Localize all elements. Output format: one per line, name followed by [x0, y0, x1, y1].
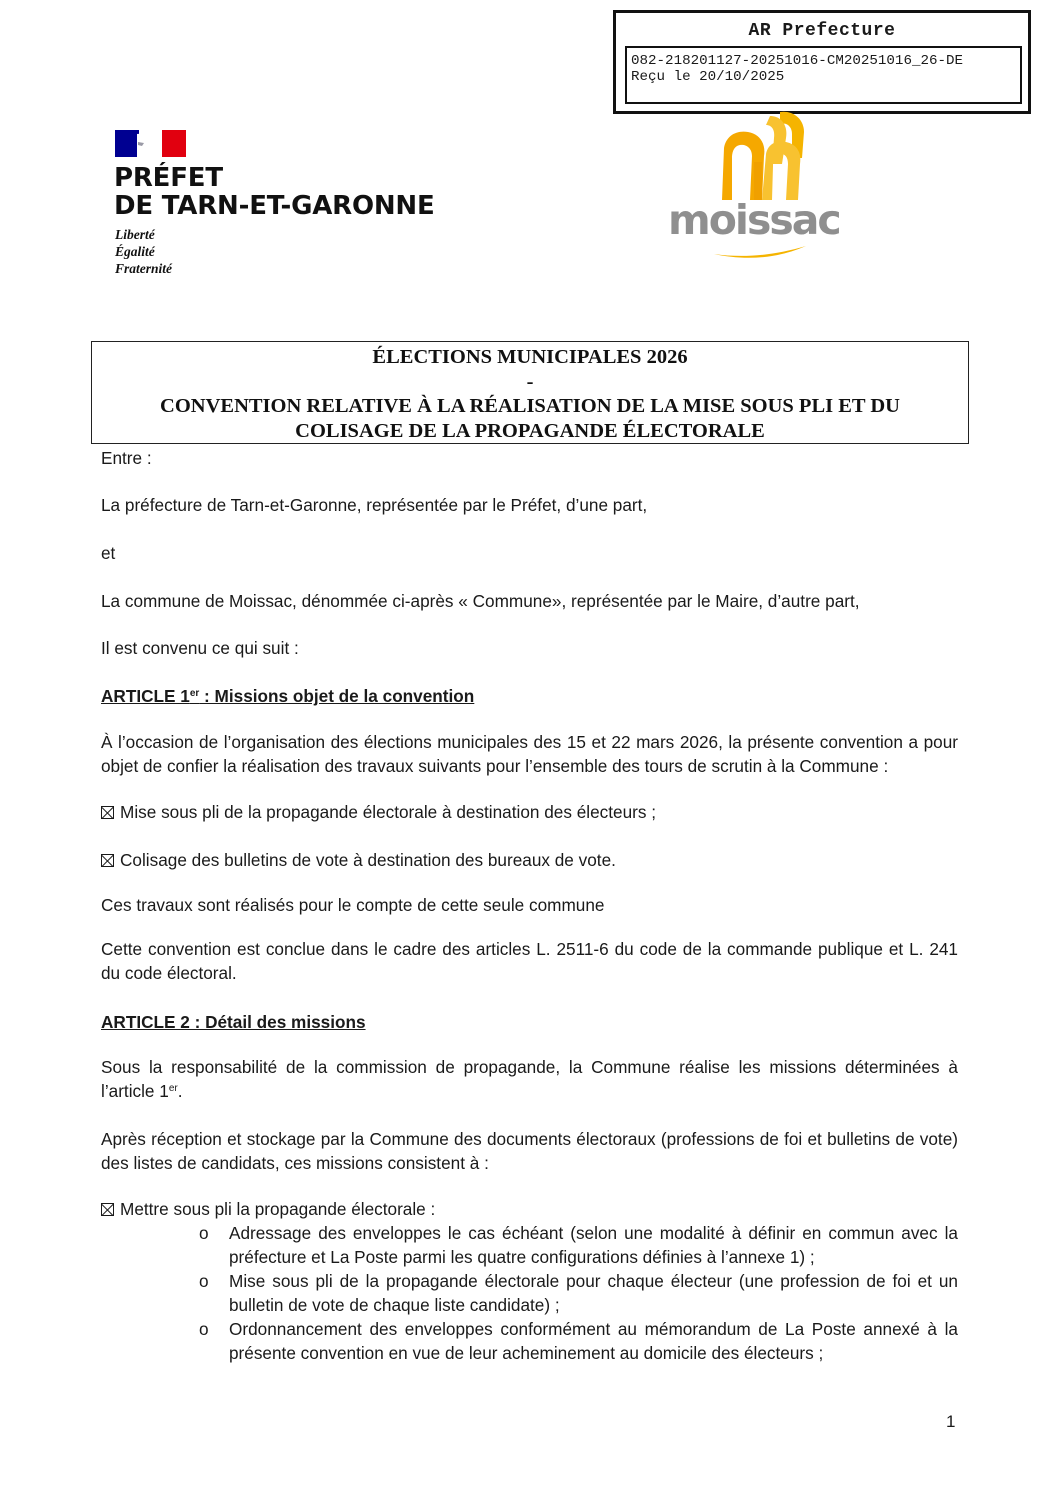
moissac-wordmark: moissac [668, 196, 840, 244]
stamp-line-2: Reçu le 20/10/2025 [631, 69, 785, 85]
checked-box-icon [101, 1203, 114, 1216]
republic-motto: Liberté Égalité Fraternité [115, 227, 173, 276]
article-2-heading: ARTICLE 2 : Détail des missions [101, 1012, 366, 1032]
title-line-1: ÉLECTIONS MUNICIPALES 2026 [372, 346, 688, 368]
article-2-paragraph-1: Sous la responsabilité de la commission de propagande, la Commune réalise les missions déterminées à l’article 1er. [101, 1057, 958, 1101]
article-1-paragraph-2: Ces travaux sont réalisés pour le compte de cette seule commune [101, 895, 605, 915]
checked-box-icon [101, 806, 114, 819]
bullet-icon: o [199, 1223, 209, 1243]
article-1-heading: ARTICLE 1er : Missions objet de la convention [101, 686, 475, 706]
moissac-swoosh-icon [712, 244, 808, 260]
et-text: et [101, 543, 116, 563]
article-1-paragraph-1: À l’occasion de l’organisation des élections municipales des 15 et 22 mars 2026, la présente convention a pour objet de confier la réalisation des travaux suivants pour l’ensemble des tours de scrutin à la Commune : [101, 732, 958, 776]
ar-prefecture-stamp [613, 10, 1031, 114]
stamp-line-1: 082-218201127-20251016-CM20251016_26-DE [631, 53, 964, 69]
article-1-paragraph-3: Cette convention est conclue dans le cadre des articles L. 2511-6 du code de la commande publique et L. 241 du code électoral. [101, 939, 958, 983]
checkbox-item-mise-sous-pli: Mise sous pli de la propagande électorale à destination des électeurs ; [101, 800, 958, 824]
article-2-paragraph-2: Après réception et stockage par la Commune des documents électoraux (professions de foi et bulletins de vote) des listes de candidats, ces missions consistent à : [101, 1129, 958, 1173]
party-prefecture: La préfecture de Tarn-et-Garonne, représentée par le Préfet, d’une part, [101, 495, 648, 515]
convenu-text: Il est convenu ce qui suit : [101, 638, 299, 658]
prefect-name: PRÉFET DE TARN-ET-GARONNE [114, 163, 435, 221]
checked-box-icon [101, 854, 114, 867]
checkbox-item-mettre-sous-pli: Mettre sous pli la propagande électorale : [101, 1197, 958, 1221]
stamp-reference [625, 46, 1022, 104]
page-number: 1 [946, 1412, 956, 1431]
stamp-title: AR Prefecture [748, 21, 896, 41]
title-line-4: COLISAGE DE LA PROPAGANDE ÉLECTORALE [295, 419, 765, 442]
marianne-flag-icon [115, 130, 186, 157]
title-line-3: CONVENTION RELATIVE À LA RÉALISATION DE LA MISE SOUS PLI ET DU [160, 395, 900, 417]
party-commune: La commune de Moissac, dénommée ci-après « Commune», représentée par le Maire, d’autre part, [101, 591, 860, 611]
bullet-icon: o [199, 1271, 209, 1291]
checkbox-item-colisage: Colisage des bulletins de vote à destination des bureaux de vote. [101, 848, 958, 872]
title-dash: - [526, 370, 534, 393]
entre-text: Entre : [101, 448, 152, 468]
moissac-cloister-icon [716, 108, 816, 208]
document-title [91, 341, 969, 444]
bullet-icon: o [199, 1319, 209, 1339]
